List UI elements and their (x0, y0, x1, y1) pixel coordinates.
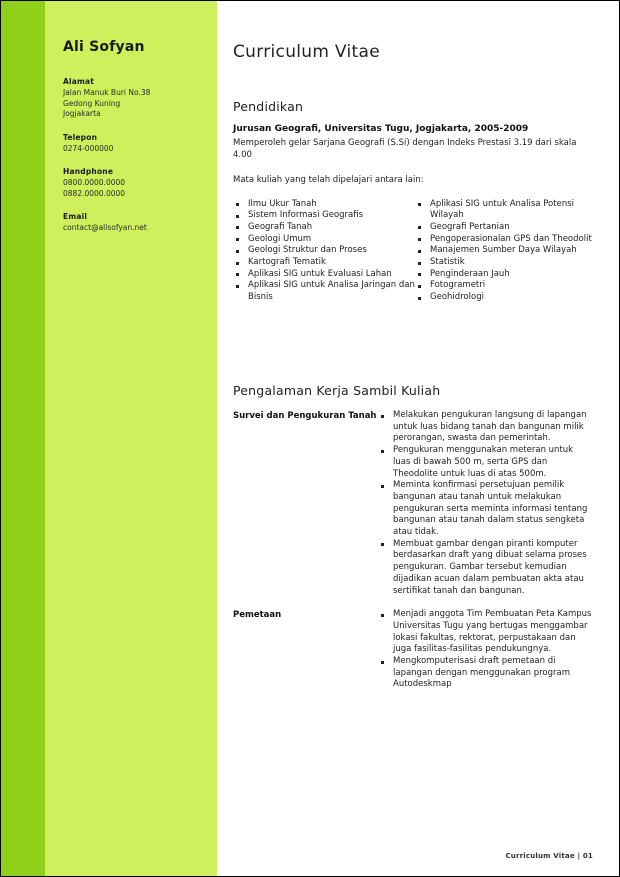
list-item: Statistik (415, 257, 593, 269)
course-columns (233, 199, 593, 304)
course-column-right (415, 199, 593, 304)
experience-label-survei: Survei dan Pengukuran Tanah (233, 411, 377, 421)
education-summary: Memperoleh gelar Sarjana Geografi (S.Si) dengan Indeks Prestasi 3.19 dari skala 4.00 (233, 138, 577, 160)
page-footer: Curriculum Vitae | 01 (505, 852, 593, 860)
sidebar-value-telepon-1: 0274-000000 (63, 143, 114, 153)
education-section (233, 99, 593, 304)
sidebar-block-alamat (63, 77, 213, 120)
list-item: Kartografi Tematik (233, 257, 415, 269)
list-item: Melakukan pengukuran langsung di lapangan untuk luas bidang tanah dan bangunan milik perorangan, swasta dan pemerintah. (378, 410, 593, 445)
list-item: Manajemen Sumber Daya Wilayah (415, 245, 593, 257)
experience-section (233, 383, 593, 691)
list-item: Penginderaan Jauh (415, 269, 593, 281)
experience-heading: Pengalaman Kerja Sambil Kuliah (233, 383, 441, 398)
page-title: Curriculum Vitae (233, 42, 380, 62)
list-item: Geologi Umum (233, 234, 415, 246)
experience-items-survei (378, 410, 593, 597)
sidebar-value-handphone-1: 0800.0000.0000 (63, 178, 126, 187)
education-program: Jurusan Geografi, Universitas Tugu, Jogjakarta, 2005-2009 (233, 124, 529, 134)
list-item: Ilmu Ukur Tanah (233, 199, 415, 211)
sidebar-label-alamat: Alamat (63, 77, 95, 86)
education-heading: Pendidikan (233, 99, 304, 114)
list-item: Geografi Pertanian (415, 222, 593, 234)
course-column-left (233, 199, 415, 304)
list-item: Menjadi anggota Tim Pembuatan Peta Kampus Universitas Tugu yang bertugas menggambar lokasi fakultas, rektorat, perpustakaan dan juga fasilitas-fasilitas pendukungnya. (378, 609, 593, 656)
experience-row-survei (233, 410, 593, 597)
list-item: Geografi Tanah (233, 222, 415, 234)
sidebar-value-alamat-3: Jogjakarta (63, 109, 101, 118)
sidebar-block-email (63, 212, 213, 234)
sidebar-value-email[interactable]: contact@alisofyan.net (63, 223, 147, 232)
list-item: Sistem Informasi Geografis (233, 210, 415, 222)
list-item: Pengoperasionalan GPS dan Theodolit (415, 234, 593, 246)
sidebar-value-alamat-1: Jalan Manuk Buri No.38 (63, 88, 151, 97)
candidate-name: Ali Sofyan (63, 39, 145, 55)
sidebar-label-telepon: Telepon (63, 132, 98, 142)
list-item: Aplikasi SIG untuk Analisa Jaringan dan Bisnis (233, 280, 415, 303)
list-item: Membuat gambar dengan piranti komputer berdasarkan draft yang dibuat selama proses pengukuran. Gambar tersebut kemudian dijadikan acuan dalam pembuatan akta atau sertifikat tanah dan bangunan. (378, 539, 593, 598)
sidebar-block-telepon (63, 133, 213, 155)
list-item: Aplikasi SIG untuk Evaluasi Lahan (233, 269, 415, 281)
list-item: Geohidrologi (415, 292, 593, 304)
list-item: Mengkomputerisasi draft pemetaan di lapangan dengan menggunakan program Autodeskmap (378, 656, 593, 691)
sidebar-label-email: Email (63, 212, 88, 221)
sidebar (63, 39, 213, 247)
sidebar-value-alamat-2: Gedong Kuning (63, 98, 121, 108)
experience-items-pemetaan (378, 609, 593, 691)
sidebar-value-handphone-2: 0882.0000.0000 (63, 188, 126, 198)
sidebar-label-handphone: Handphone (63, 167, 114, 176)
list-item: Meminta konfirmasi persetujuan pemilik bangunan atau tanah untuk melakukan pengukuran serta meminta informasi tentang bangunan atau tanah dalam status sengketa atau tidak. (378, 480, 593, 539)
experience-label-pemetaan: Pemetaan (233, 610, 282, 621)
experience-row-pemetaan (233, 609, 593, 691)
list-item: Pengukuran menggunakan meteran untuk luas di bawah 500 m, serta GPS dan Theodolite untuk luas di atas 500m. (378, 445, 593, 480)
education-courses-intro: Mata kuliah yang telah dipelajari antara lain: (233, 175, 424, 185)
list-item: Fotogrametri (415, 280, 593, 292)
list-item: Aplikasi SIG untuk Analisa Potensi Wilayah (415, 199, 593, 222)
list-item: Geologi Struktur dan Proses (233, 245, 415, 257)
sidebar-accent-band (1, 1, 45, 876)
sidebar-block-handphone (63, 167, 213, 199)
